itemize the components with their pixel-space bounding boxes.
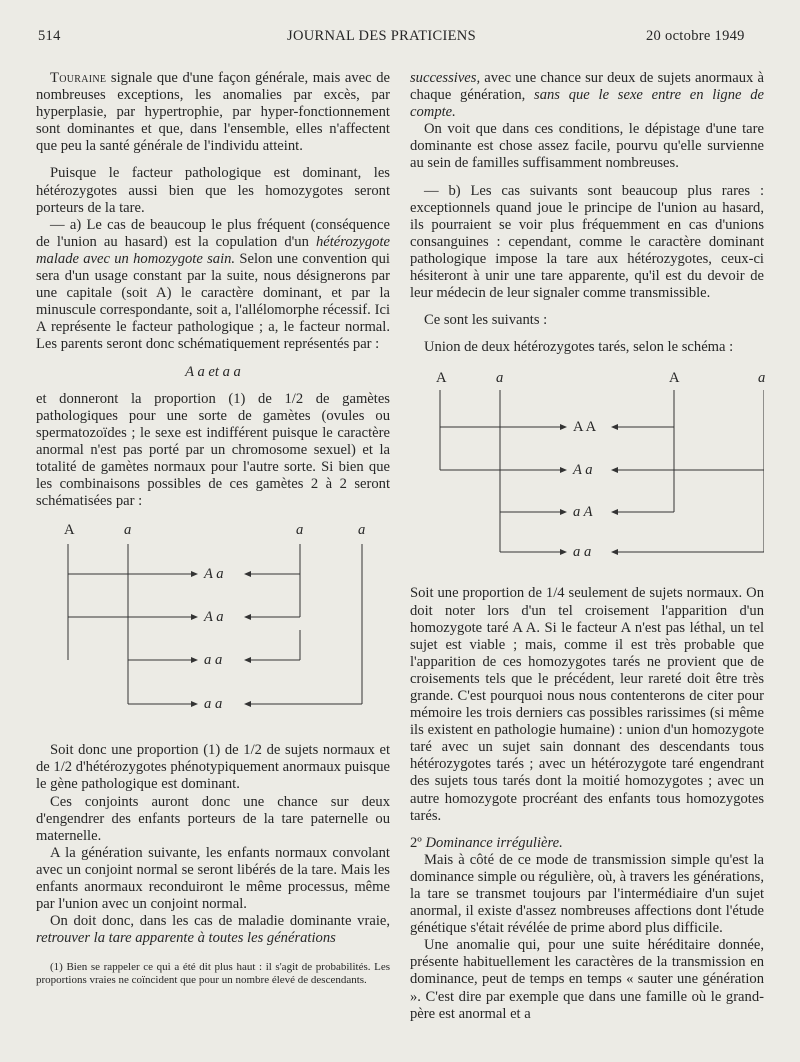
parent-allele: a (758, 370, 766, 387)
formula: A a et a a (185, 363, 241, 380)
footnote: (1) Bien se rappeler ce qui a été dit plus haut : il s'agit de probabilités. Les proportions vraies ne coïncident que pour un nombre élevé de descendants. (36, 961, 390, 987)
paragraph: On voit que dans ces conditions, le dépistage d'une tare dominante est chose assez facile, pourvu qu'elle survienne au sein de familles suffisamment nombreuses. (410, 121, 764, 172)
offspring-genotype: A a (204, 566, 224, 583)
parent-allele: a (358, 522, 366, 539)
paragraph: Soit donc une proportion (1) de 1/2 de sujets normaux et de 1/2 d'hétérozygotes phénotypiquement anormaux puisque le gène pathologique est dominant. (36, 742, 391, 793)
paragraph: et donneront la proportion (1) de 1/2 de gamètes pathologiques pour une sorte de gamètes (ovules ou spermatozoïdes ; le sexe est indifférent puisque le caractère anormal n'est pas porté par un chromosome sexuel) et la totalité de gamètes normaux pour l'autre sorte. Si bien que les combinaisons possibles de ces gamètes 2 à 2 seront schématisées par : (36, 390, 390, 510)
author-name: Touraine (50, 70, 107, 86)
page-number: 514 (38, 28, 61, 44)
paragraph: successives, avec une chance sur deux de sujets anormaux à chaque génération, sans que le sexe entre en ligne de compte. (410, 70, 764, 121)
paragraph: A la génération suivante, les enfants normaux convolant avec un conjoint normal se seront libérés de la tare. Mais les enfants anormaux reconduiront le même processus, même par l'union avec un conjoint normal. (36, 844, 390, 913)
parent-allele: A (669, 370, 680, 387)
journal-title: JOURNAL DES PRATICIENS (287, 28, 476, 44)
offspring-genotype: a a (204, 696, 223, 713)
paragraph: Touraine signale que d'une façon générale, mais avec de nombreuses exceptions, les anomalies par excès, par hyperplasie, par hypertrophie, par hyper-fonctionnement sont dominantes et que, dans l'ensemble, elles n'affectent que peu la santé générale de l'individu atteint. (36, 70, 390, 155)
parent-allele: a (124, 522, 132, 539)
paragraph: — b) Les cas suivants sont beaucoup plus rares : exceptionnels quand joue le principe de l'union au hasard, ils pourraient se voir plus fréquemment en cas d'unions consanguines : cependant, comme le caractère dominant pathologique impose la tare aux hétérozygotes, ceux-ci hésiteront à unir une tare apparente, qu'il est du devoir de leur médecin de leur signaler comme transmissible. (410, 182, 764, 302)
paragraph: Ce sont les suivants : (424, 312, 548, 329)
right-column (410, 70, 764, 1023)
paragraph: Puisque le facteur pathologique est dominant, les hétérozygotes aussi bien que les homozygotes seront porteurs de la tare. (36, 165, 390, 216)
paragraph: Une anomalie qui, pour une suite héréditaire donnée, présente habituellement les caractères de la transmission en dominance, peut de temps en temps « sauter une génération ». C'est dire par exemple que dans une famille où le grand-père est anormal et a (410, 937, 764, 1022)
paragraph: Ces conjoints auront donc une chance sur deux d'engendrer des enfants porteurs de la tare paternelle ou maternelle. (36, 793, 390, 844)
parent-allele: a (296, 522, 304, 539)
offspring-genotype: A a (573, 462, 593, 479)
paragraph: Soit une proportion de 1/4 seulement de sujets normaux. On doit noter lors d'un tel croisement l'apparition d'un homozygote taré A A. Si le facteur A n'est pas léthal, un tel sujet est viable ; mais, comme il est très probable que l'apparition de ces homozygotes tarés ne provient que de croisements tels que le précédent, leur rareté doit être très grande. C'est pourquoi nous nous contenterons de citer pour mémoire les trois derniers cas possibles rarissimes (si même ils existent en pathologie humaine) : union d'un homozygote taré avec un sujet sain donnant des descendants tous hétérozygotes tarés ; avec un hétérozygote taré engendrant des sujets tous tarés dont la moitié homozygotes ; avec un autre homozygote procréant des enfants tous homozygotes tarés. (410, 585, 764, 824)
paragraph: Mais à côté de ce mode de transmission simple qu'est la dominance simple ou régulière, où, à travers les générations, la tare se transmet toujours par l'intermédiaire d'un sujet anormal, il existe d'assez nombreuses affections dont l'étude génétique s'était révélée de prime abord plus difficile. (410, 851, 764, 937)
cross-diagram-right (410, 370, 764, 575)
offspring-genotype: a a (573, 544, 592, 561)
parent-allele: A (64, 522, 75, 539)
offspring-genotype: A a (204, 609, 224, 626)
left-column (36, 70, 390, 987)
offspring-genotype: A A (573, 419, 597, 436)
offspring-genotype: a A (573, 504, 593, 521)
parent-allele: A (436, 370, 447, 387)
offspring-genotype: a a (204, 652, 223, 669)
issue-date: 20 octobre 1949 (646, 28, 745, 44)
section-heading: 2º Dominance irrégulière. (410, 834, 563, 851)
page-header (0, 0, 800, 50)
cross-diagram-left (36, 522, 390, 732)
parent-allele: a (496, 370, 504, 387)
paragraph: On doit donc, dans les cas de maladie dominante vraie, retrouver la tare apparente à toutes les générations (36, 913, 390, 947)
paragraph: — a) Le cas de beaucoup le plus fréquent (conséquence de l'union au hasard) est la copulation d'un hétérozygote malade avec un homozygote sain. Selon une convention qui sera d'un usage constant par la suite, nous désignerons par une capitale (soit A) le caractère dominant, et par la minuscule correspondante, soit a, l'allélomorphe récessif. Ici A représente le facteur pathologique ; a, le facteur normal. Les parents seront donc schématiquement représentés par : (36, 216, 390, 353)
paragraph: Union de deux hétérozygotes tarés, selon le schéma : (424, 339, 734, 356)
